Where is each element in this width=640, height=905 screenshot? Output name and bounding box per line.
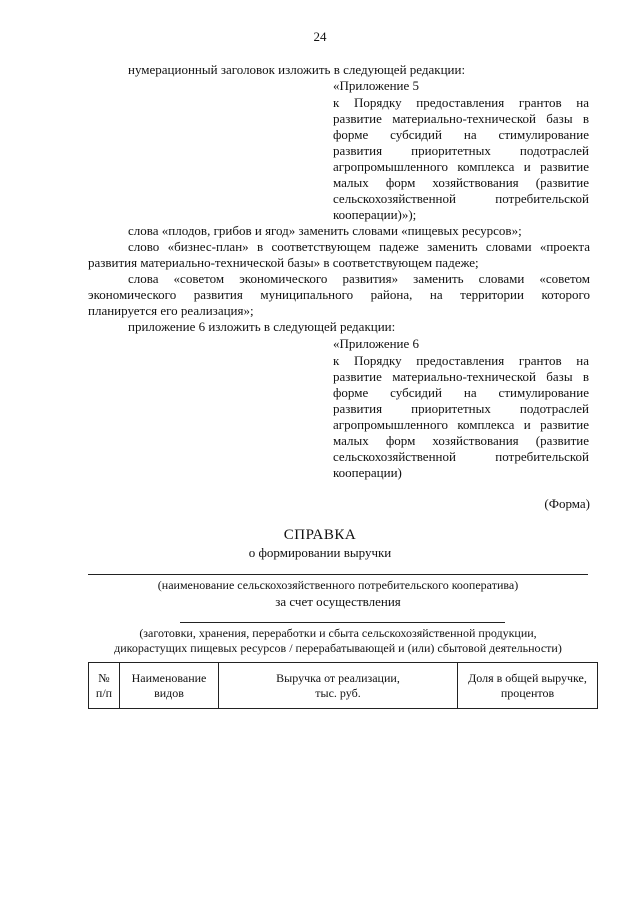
paragraph-line: слова «советом экономического развития» заменить словами «советом bbox=[128, 271, 590, 286]
appendix6-line: форме субсидий на стимулирование bbox=[333, 385, 589, 400]
appendix5-line: развития приоритетных подотраслей bbox=[333, 143, 589, 158]
header-text: тыс. руб. bbox=[315, 686, 361, 700]
header-text: п/п bbox=[95, 686, 113, 700]
header-text: Доля в общей выручке, bbox=[468, 671, 587, 685]
table-header-row bbox=[89, 663, 598, 709]
fill-in-line bbox=[88, 574, 588, 575]
appendix5-line: форме субсидий на стимулирование bbox=[333, 127, 589, 142]
header-text: процентов bbox=[500, 686, 555, 700]
appendix5-line: агропромышленного комплекса и развитие bbox=[333, 159, 589, 174]
paragraph-line: экономического развития муниципального района, на территории которого bbox=[88, 287, 590, 302]
paragraph-header-edit: нумерационный заголовок изложить в следующей редакции: bbox=[128, 62, 466, 77]
document-heading: СПРАВКА bbox=[283, 527, 357, 543]
document-subheading: о формировании выручки bbox=[248, 545, 392, 560]
header-cell-number bbox=[89, 663, 120, 709]
paragraph-line: планируется его реализация»; bbox=[88, 303, 254, 318]
caption-cooperative-name: (наименование сельскохозяйственного потребительского кооператива) bbox=[157, 578, 519, 592]
paragraph-line: слово «бизнес-план» в соответствующем падеже заменить словами «проекта bbox=[128, 239, 590, 254]
caption-line: дикорастущих пищевых ресурсов / перерабатывающей и (или) сбытовой деятельности) bbox=[114, 641, 562, 655]
appendix6-line: развития приоритетных подотраслей bbox=[333, 401, 589, 416]
appendix6-line: агропромышленного комплекса и развитие bbox=[333, 417, 589, 432]
caption-activity-type bbox=[0, 626, 640, 656]
appendix5-text bbox=[333, 95, 589, 223]
appendix5-line: развитие материально-технической базы в bbox=[333, 111, 589, 126]
appendix6-line: развитие материально-технической базы в bbox=[333, 369, 589, 384]
caption-line: (заготовки, хранения, переработки и сбыта сельскохозяйственной продукции, bbox=[139, 626, 537, 640]
appendix6-line: к Порядку предоставления грантов на bbox=[333, 353, 589, 368]
paragraph-business-plan bbox=[88, 239, 590, 271]
header-cell-share bbox=[458, 663, 598, 709]
header-cell-revenue bbox=[219, 663, 458, 709]
appendix5-title: «Приложение 5 bbox=[333, 78, 420, 93]
appendix6-line: малых форм хозяйствования (развитие bbox=[333, 433, 589, 448]
header-text: Выручка от реализации, bbox=[276, 671, 400, 685]
header-text: видов bbox=[154, 686, 184, 700]
appendix5-line: кооперации)»); bbox=[333, 207, 417, 222]
appendix6-line: сельскохозяйственной потребительской bbox=[333, 449, 589, 464]
appendix5-line: малых форм хозяйствования (развитие bbox=[333, 175, 589, 190]
paragraph-line: развития материально-технической базы» в соответствующем падеже; bbox=[88, 255, 479, 270]
revenue-table bbox=[88, 662, 598, 709]
by-means-of-label: за счет осуществления bbox=[275, 594, 401, 609]
form-label: (Форма) bbox=[544, 496, 590, 511]
paragraph-replace-words: слова «плодов, грибов и ягод» заменить словами «пищевых ресурсов»; bbox=[128, 223, 522, 238]
header-text: № bbox=[98, 671, 110, 685]
paragraph-appendix6-edit: приложение 6 изложить в следующей редакции: bbox=[128, 319, 396, 334]
appendix5-line: сельскохозяйственной потребительской bbox=[333, 191, 589, 206]
appendix6-text bbox=[333, 353, 589, 481]
appendix6-title: «Приложение 6 bbox=[333, 336, 420, 351]
appendix6-line: кооперации) bbox=[333, 465, 402, 480]
page-number: 24 bbox=[313, 29, 327, 44]
fill-in-line bbox=[180, 622, 505, 623]
paragraph-council bbox=[88, 271, 590, 319]
header-cell-name bbox=[120, 663, 219, 709]
appendix5-line: к Порядку предоставления грантов на bbox=[333, 95, 589, 110]
header-text: Наименование bbox=[131, 671, 207, 685]
